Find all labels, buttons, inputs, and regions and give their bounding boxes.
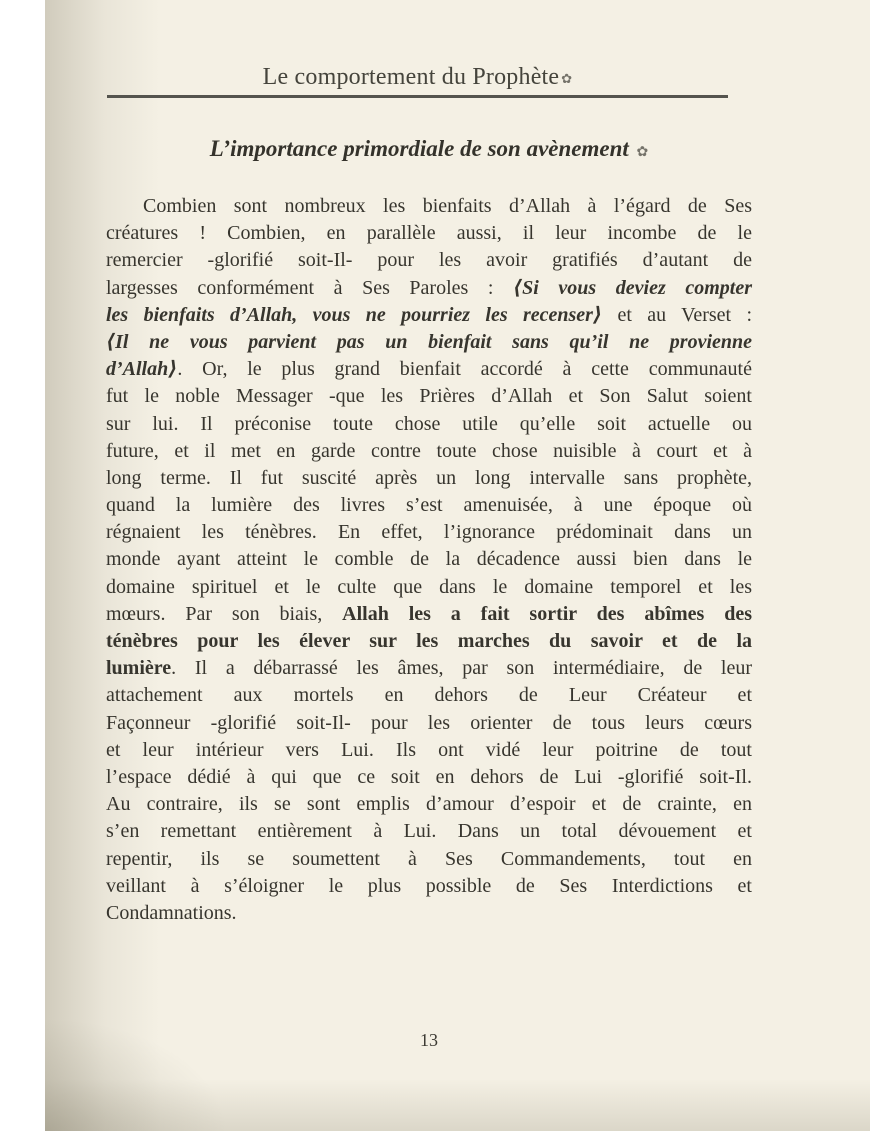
text-line	[106, 791, 752, 818]
text-line	[106, 519, 752, 546]
text-line	[106, 247, 752, 274]
body-text: régnaient les ténèbres. En effet, l’ignorance prédominait dans un	[106, 521, 752, 544]
verse-text: les bienfaits d’Allah, vous ne pourriez les recenser⟩	[106, 303, 603, 326]
section-heading-text: L’importance primordiale de son avènement	[209, 136, 629, 161]
text-line	[106, 900, 752, 927]
body-text: Façonneur -glorifié soit-Il- pour les orienter de tous leurs cœurs	[106, 711, 752, 734]
running-header	[107, 64, 728, 91]
text-line	[106, 873, 752, 900]
body-text: et leur intérieur vers Lui. Ils ont vidé leur poitrine de tout	[106, 738, 752, 761]
body-text: quand la lumière des livres s’est amenuisée, à une époque où	[106, 494, 752, 517]
text-line	[106, 818, 752, 845]
verse-text: ⟨Si vous deviez compter	[513, 276, 752, 299]
body-text: fut le noble Messager -que les Prières d’Allah et Son Salut soient	[106, 385, 752, 408]
text-line	[106, 465, 752, 492]
text-line	[106, 846, 752, 873]
text-line	[106, 764, 752, 791]
text-line	[106, 193, 752, 220]
verse-text: ⟨Il ne vous parvient pas un bienfait sans qu’il ne provienne	[106, 330, 752, 353]
body-text: domaine spirituel et le culte que dans le domaine temporel et les	[106, 575, 752, 598]
text-line	[106, 356, 752, 383]
body-text: remercier -glorifié soit-Il- pour les avoir gratifiés d’autant de	[106, 249, 752, 272]
body-text: mœurs. Par son biais,	[106, 602, 343, 625]
emphasized-text: Allah les a fait sortir des abîmes des	[342, 602, 752, 625]
body-text: Combien sont nombreux les bienfaits d’Allah à l’égard de Ses	[143, 195, 752, 217]
text-line	[106, 438, 752, 465]
text-line	[106, 302, 752, 329]
prophet-seal-icon: ✿	[561, 72, 573, 87]
body-text: . Or, le plus grand bienfait accordé à cette communauté	[177, 358, 752, 381]
text-line	[106, 220, 752, 247]
body-text: sur lui. Il préconise toute chose utile qu’elle soit actuelle ou	[106, 412, 752, 435]
text-line	[106, 383, 752, 410]
text-line	[106, 411, 752, 438]
body-text: repentir, ils se soumettent à Ses Commandements, tout en	[106, 847, 752, 870]
text-line	[106, 601, 752, 628]
text-line	[106, 574, 752, 601]
body-text: créatures ! Combien, en parallèle aussi, il leur incombe de le	[106, 222, 752, 245]
body-text: long terme. Il fut suscité après un long intervalle sans prophète,	[106, 466, 752, 489]
body-text: et au Verset :	[602, 303, 753, 326]
header-rule	[107, 95, 728, 98]
text-line	[106, 682, 752, 709]
body-text: monde ayant atteint le comble de la décadence aussi bien dans le	[106, 548, 752, 571]
text-line	[106, 546, 752, 573]
running-header-title: Le comportement du Prophète	[262, 64, 560, 90]
body-text: Au contraire, ils se sont emplis d’amour d’espoir et de crainte, en	[106, 793, 752, 816]
book-page	[45, 0, 870, 1131]
text-line	[106, 628, 752, 655]
body-text: future, et il met en garde contre toute chose nuisible à court et à	[106, 439, 752, 462]
text-line	[106, 492, 752, 519]
body-text: attachement aux mortels en dehors de Leur Créateur et	[106, 684, 752, 707]
verse-text: d’Allah⟩	[106, 358, 178, 381]
body-text: l’espace dédié à qui que ce soit en dehors de Lui -glorifié soit-Il.	[106, 765, 752, 788]
prophet-seal-icon: ✿	[636, 144, 649, 160]
text-line	[106, 737, 752, 764]
body-paragraph	[106, 193, 752, 927]
body-text: Condamnations.	[106, 901, 237, 924]
text-line	[106, 329, 752, 356]
text-line	[106, 710, 752, 737]
body-text: veillant à s’éloigner le plus possible de Ses Interdictions et	[106, 874, 752, 897]
section-heading	[106, 136, 752, 162]
text-line	[106, 275, 752, 302]
text-line	[106, 655, 752, 682]
emphasized-text: lumière	[106, 657, 172, 680]
page-number: 13	[420, 1030, 438, 1050]
body-text: s’en remettant entièrement à Lui. Dans un total dévouement et	[106, 820, 752, 843]
body-text: . Il a débarrassé les âmes, par son intermédiaire, de leur	[171, 657, 752, 680]
emphasized-text: ténèbres pour les élever sur les marches du savoir et de la	[106, 630, 752, 652]
body-text: largesses conformément à Ses Paroles :	[106, 276, 514, 299]
